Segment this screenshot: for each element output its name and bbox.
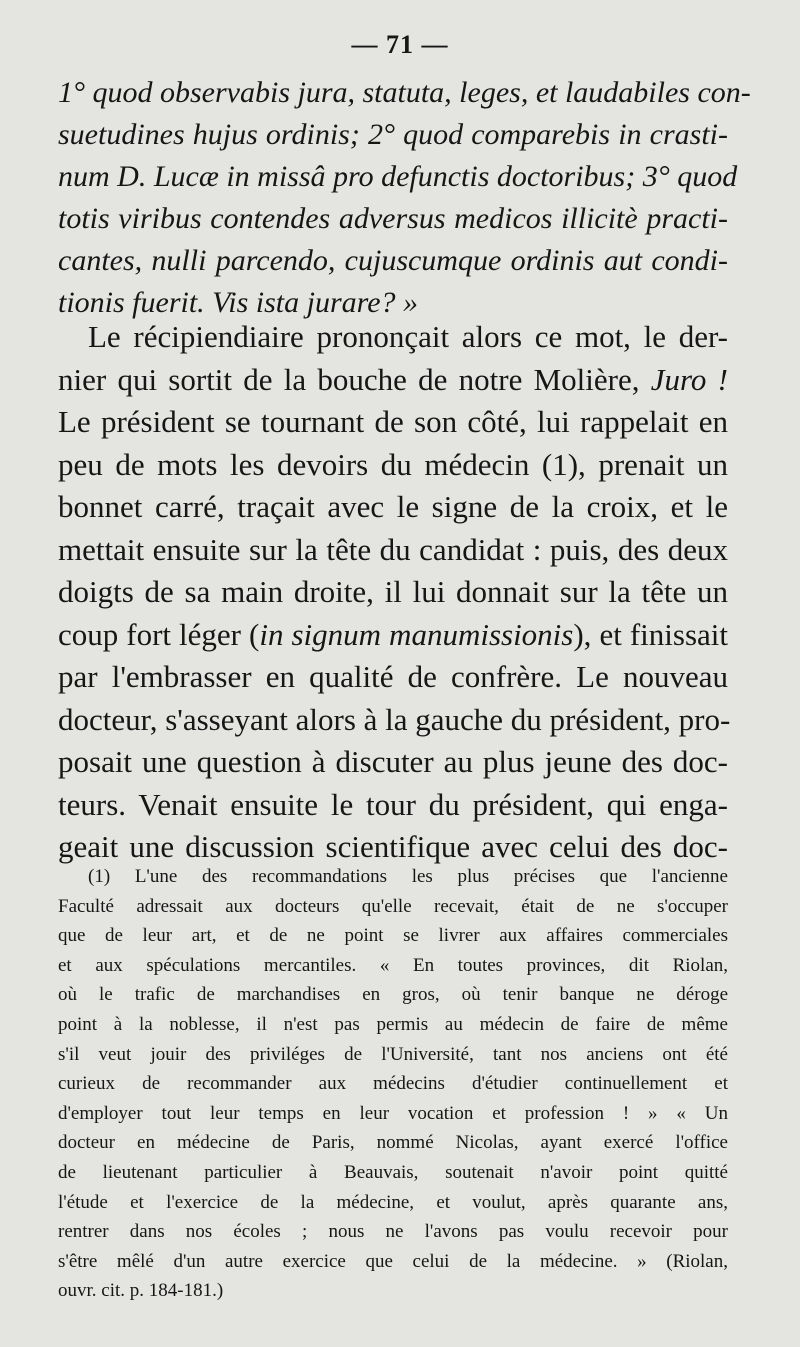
text-line bbox=[58, 571, 728, 614]
text-line bbox=[58, 614, 728, 657]
footnote-line: curieux de recommander aux médecins d'étudier continuellement et bbox=[58, 1073, 728, 1095]
footnote-line: (1) L'une des recommandations les plus précises que l'ancienne bbox=[88, 866, 728, 887]
text-line bbox=[58, 784, 728, 827]
footnote-line: rentrer dans nos écoles ; nous ne l'avons pas voulu recevoir pour bbox=[58, 1221, 728, 1243]
text-line bbox=[58, 741, 728, 784]
text-run: nier qui sortit de la bouche de notre Molière, bbox=[58, 361, 651, 397]
text-run: Le président se tournant de son côté, lui rappelait en bbox=[58, 404, 728, 439]
text-line bbox=[58, 486, 728, 529]
italic-run: in signum manumissionis bbox=[259, 616, 574, 652]
footnote-line: que de leur art, et de ne point se livrer aux affaires commerciales bbox=[58, 925, 728, 947]
text-run: coup fort léger ( bbox=[58, 616, 260, 652]
text-line bbox=[58, 444, 728, 487]
text-run: geait une discussion scientifique avec celui des doc- bbox=[58, 829, 728, 864]
text-run: mettait ensuite sur la tête du candidat : puis, des deux bbox=[58, 531, 728, 567]
text-run: teurs. Venait ensuite le tour du président, qui enga- bbox=[58, 786, 728, 822]
latin-oath-paragraph bbox=[58, 72, 751, 324]
text-line: cantes, nulli parcendo, cujuscumque ordinis aut condi- bbox=[58, 244, 728, 277]
text-line: totis viribus contendes adversus medicos illicitè practi- bbox=[58, 202, 728, 235]
text-line: num D. Lucæ in missâ pro defunctis doctoribus; 3° quod bbox=[58, 160, 738, 193]
footnote-line: de lieutenant particulier à Beauvais, soutenait n'avoir point quitté bbox=[58, 1161, 728, 1183]
footnote-line: point à la noblesse, il n'est pas permis au médecin de faire de même bbox=[58, 1013, 728, 1035]
footnote-line: Faculté adressait aux docteurs qu'elle recevait, était de ne s'occuper bbox=[58, 895, 728, 917]
text-line bbox=[58, 359, 728, 402]
text-line bbox=[58, 529, 728, 572]
text-run: doigts de sa main droite, il lui donnait sur la tête un bbox=[58, 574, 728, 609]
main-paragraph bbox=[58, 316, 731, 869]
text-line bbox=[58, 656, 728, 699]
footnote bbox=[58, 862, 728, 1306]
text-line bbox=[58, 401, 728, 444]
text-run: ), et finissait bbox=[573, 616, 728, 652]
text-run: par l'embrasser en qualité de confrère. Le nouveau bbox=[58, 659, 728, 694]
text-run: Le récipiendiaire prononçait alors ce mot, le der- bbox=[88, 319, 728, 354]
footnote-line: l'étude et l'exercice de la médecine, et voulut, après quarante ans, bbox=[58, 1191, 728, 1213]
text-run: bonnet carré, traçait avec le signe de la croix, et le bbox=[58, 489, 728, 524]
page-number: — 71 — bbox=[351, 30, 449, 59]
text-line bbox=[58, 316, 728, 359]
footnote-line: d'employer tout leur temps en leur vocation et profession ! » « Un bbox=[58, 1102, 728, 1124]
text-line: 1° quod observabis jura, statuta, leges, et laudabiles con- bbox=[58, 76, 751, 109]
footnote-line: ouvr. cit. p. 184-181.) bbox=[58, 1280, 224, 1302]
text-line: suetudines hujus ordinis; 2° quod comparebis in crasti- bbox=[58, 118, 728, 151]
text-run: posait une question à discuter au plus jeune des doc- bbox=[58, 744, 728, 779]
text-run: docteur, s'asseyant alors à la gauche du président, pro- bbox=[58, 701, 731, 737]
footnote-line: et aux spéculations mercantiles. « En toutes provinces, dit Riolan, bbox=[58, 954, 728, 976]
italic-run: Juro ! bbox=[650, 361, 728, 397]
footnote-line: docteur en médecine de Paris, nommé Nicolas, ayant exercé l'office bbox=[58, 1132, 728, 1154]
text-run: peu de mots les devoirs du médecin (1), prenait un bbox=[58, 446, 728, 482]
footnote-line: où le trafic de marchandises en gros, où tenir banque ne déroge bbox=[58, 984, 728, 1006]
footnote-line: s'il veut jouir des priviléges de l'Université, tant nos anciens ont été bbox=[58, 1043, 728, 1065]
text-line bbox=[58, 699, 731, 742]
text-line: tionis fuerit. Vis ista jurare? » bbox=[58, 286, 419, 319]
footnote-line: s'être mêlé d'un autre exercice que celui de la médecine. » (Riolan, bbox=[58, 1250, 728, 1272]
